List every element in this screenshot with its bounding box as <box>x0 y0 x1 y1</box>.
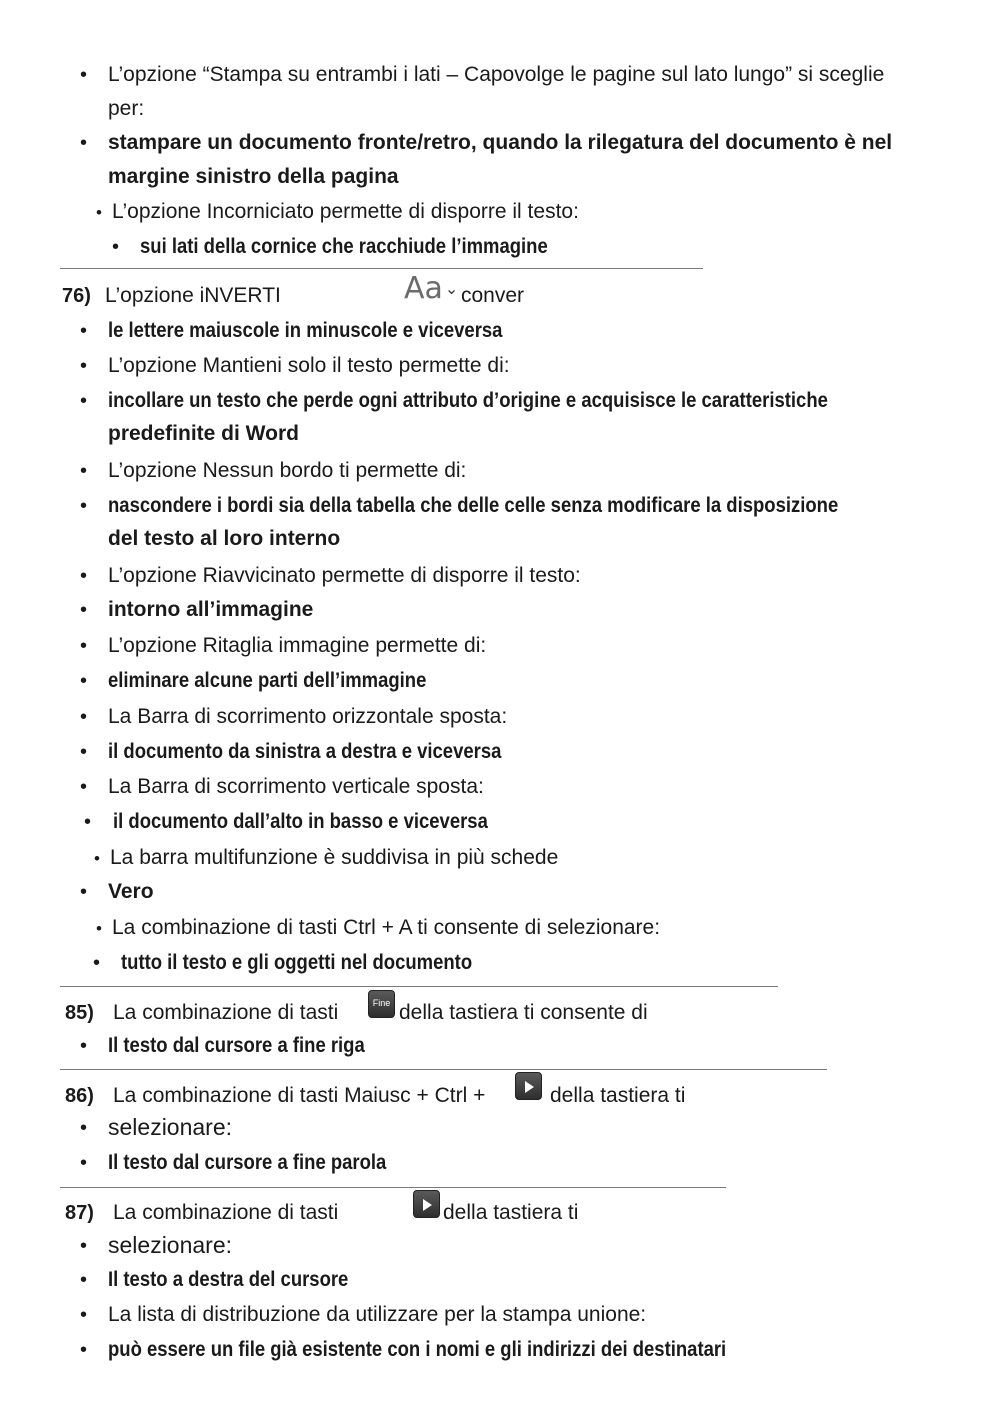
bullet: • <box>80 599 88 621</box>
question-text: della tastiera ti <box>443 1201 579 1224</box>
question-number: 85) <box>65 1002 94 1024</box>
bullet: • <box>80 706 88 728</box>
text-line: per: <box>108 97 145 120</box>
answer-line: il documento dall’alto in basso e viceversa <box>113 810 488 833</box>
answer-line: le lettere maiuscole in minuscole e viceversa <box>108 319 503 342</box>
answer-line: Il testo dal cursore a fine riga <box>108 1034 365 1057</box>
separator <box>60 1069 827 1070</box>
right-arrow-key-icon <box>413 1190 440 1218</box>
bullet: • <box>80 390 88 412</box>
bullet: • <box>80 670 88 692</box>
bullet: • <box>80 1269 88 1291</box>
answer-line: Il testo a destra del cursore <box>108 1268 349 1291</box>
answer-line: eliminare alcune parti dell’immagine <box>108 669 427 692</box>
question-number: 86) <box>65 1085 94 1107</box>
answer-line: incollare un testo che perde ogni attributo d’origine e acquisisce le caratteristiche <box>108 389 828 412</box>
answer-line: intorno all’immagine <box>108 598 314 621</box>
answer-line: il documento da sinistra a destra e viceversa <box>108 740 502 763</box>
bullet: • <box>80 355 88 377</box>
answer-line: nascondere i bordi sia della tabella che delle celle senza modificare la disposizione <box>108 494 839 517</box>
question-text: L’opzione iNVERTI <box>105 284 281 307</box>
question-text: La combinazione di tasti Maiusc + Ctrl + <box>113 1084 486 1107</box>
bullet: • <box>80 64 88 86</box>
bullet: • <box>80 1117 88 1139</box>
answer-line: margine sinistro della pagina <box>108 165 399 188</box>
question-text: della tastiera ti consente di <box>399 1001 648 1024</box>
question-text: La combinazione di tasti <box>113 1001 339 1024</box>
question-text: della tastiera ti <box>550 1084 686 1107</box>
answer-line: Vero <box>108 880 154 903</box>
bullet: • <box>94 849 100 868</box>
separator <box>60 268 703 269</box>
answer-line: stampare un documento fronte/retro, quando la rilegatura del documento è nel <box>108 131 893 154</box>
bullet: • <box>80 565 88 587</box>
bullet: • <box>96 203 102 222</box>
text-line: L’opzione “Stampa su entrambi i lati – Capovolge le pagine sul lato lungo” si sceglie <box>108 63 885 86</box>
bullet: • <box>80 460 88 482</box>
text-line: selezionare: <box>108 1114 233 1140</box>
question-number: 76) <box>62 285 91 307</box>
bullet: • <box>80 881 88 903</box>
text-line: La Barra di scorrimento orizzontale sposta: <box>108 705 508 728</box>
text-line: La Barra di scorrimento verticale sposta: <box>108 775 484 798</box>
question-number: 87) <box>65 1202 94 1224</box>
text-line: La barra multifunzione è suddivisa in più schede <box>110 846 559 869</box>
change-case-icon: Aa ⌄ <box>404 271 459 306</box>
bullet: • <box>80 776 88 798</box>
separator <box>60 1187 726 1188</box>
text-line: La combinazione di tasti Ctrl + A ti consente di selezionare: <box>112 916 661 939</box>
bullet: • <box>80 132 88 154</box>
bullet: • <box>80 1304 88 1326</box>
question-text: conver <box>461 284 525 307</box>
text-line: La lista di distribuzione da utilizzare per la stampa unione: <box>108 1303 647 1326</box>
bullet: • <box>80 1235 88 1257</box>
text-line: selezionare: <box>108 1232 233 1258</box>
bullet: • <box>84 811 92 833</box>
separator <box>60 986 778 987</box>
answer-line: del testo al loro interno <box>108 527 341 550</box>
answer-line: Il testo dal cursore a fine parola <box>108 1151 387 1174</box>
right-arrow-key-icon <box>515 1072 542 1100</box>
text-line: L’opzione Mantieni solo il testo permette di: <box>108 354 510 377</box>
text-line: L’opzione Incorniciato permette di disporre il testo: <box>112 200 579 223</box>
bullet: • <box>80 741 88 763</box>
answer-line: tutto il testo e gli oggetti nel documento <box>121 951 473 974</box>
bullet: • <box>80 320 88 342</box>
text-line: L’opzione Ritaglia immagine permette di: <box>108 634 487 657</box>
bullet: • <box>80 635 88 657</box>
bullet: • <box>80 495 88 517</box>
bullet: • <box>80 1152 88 1174</box>
bullet: • <box>96 919 102 938</box>
bullet: • <box>112 236 120 258</box>
end-key-icon: Fine <box>368 990 395 1018</box>
answer-line: predefinite di Word <box>108 422 299 445</box>
bullet: • <box>80 1035 88 1057</box>
text-line: L’opzione Riavvicinato permette di disporre il testo: <box>108 564 581 587</box>
bullet: • <box>93 952 101 974</box>
text-line: L’opzione Nessun bordo ti permette di: <box>108 459 467 482</box>
bullet: • <box>80 1339 88 1361</box>
question-text: La combinazione di tasti <box>113 1201 339 1224</box>
answer-line: sui lati della cornice che racchiude l’immagine <box>140 235 548 258</box>
answer-line: può essere un file già esistente con i nomi e gli indirizzi dei destinatari <box>108 1338 727 1361</box>
